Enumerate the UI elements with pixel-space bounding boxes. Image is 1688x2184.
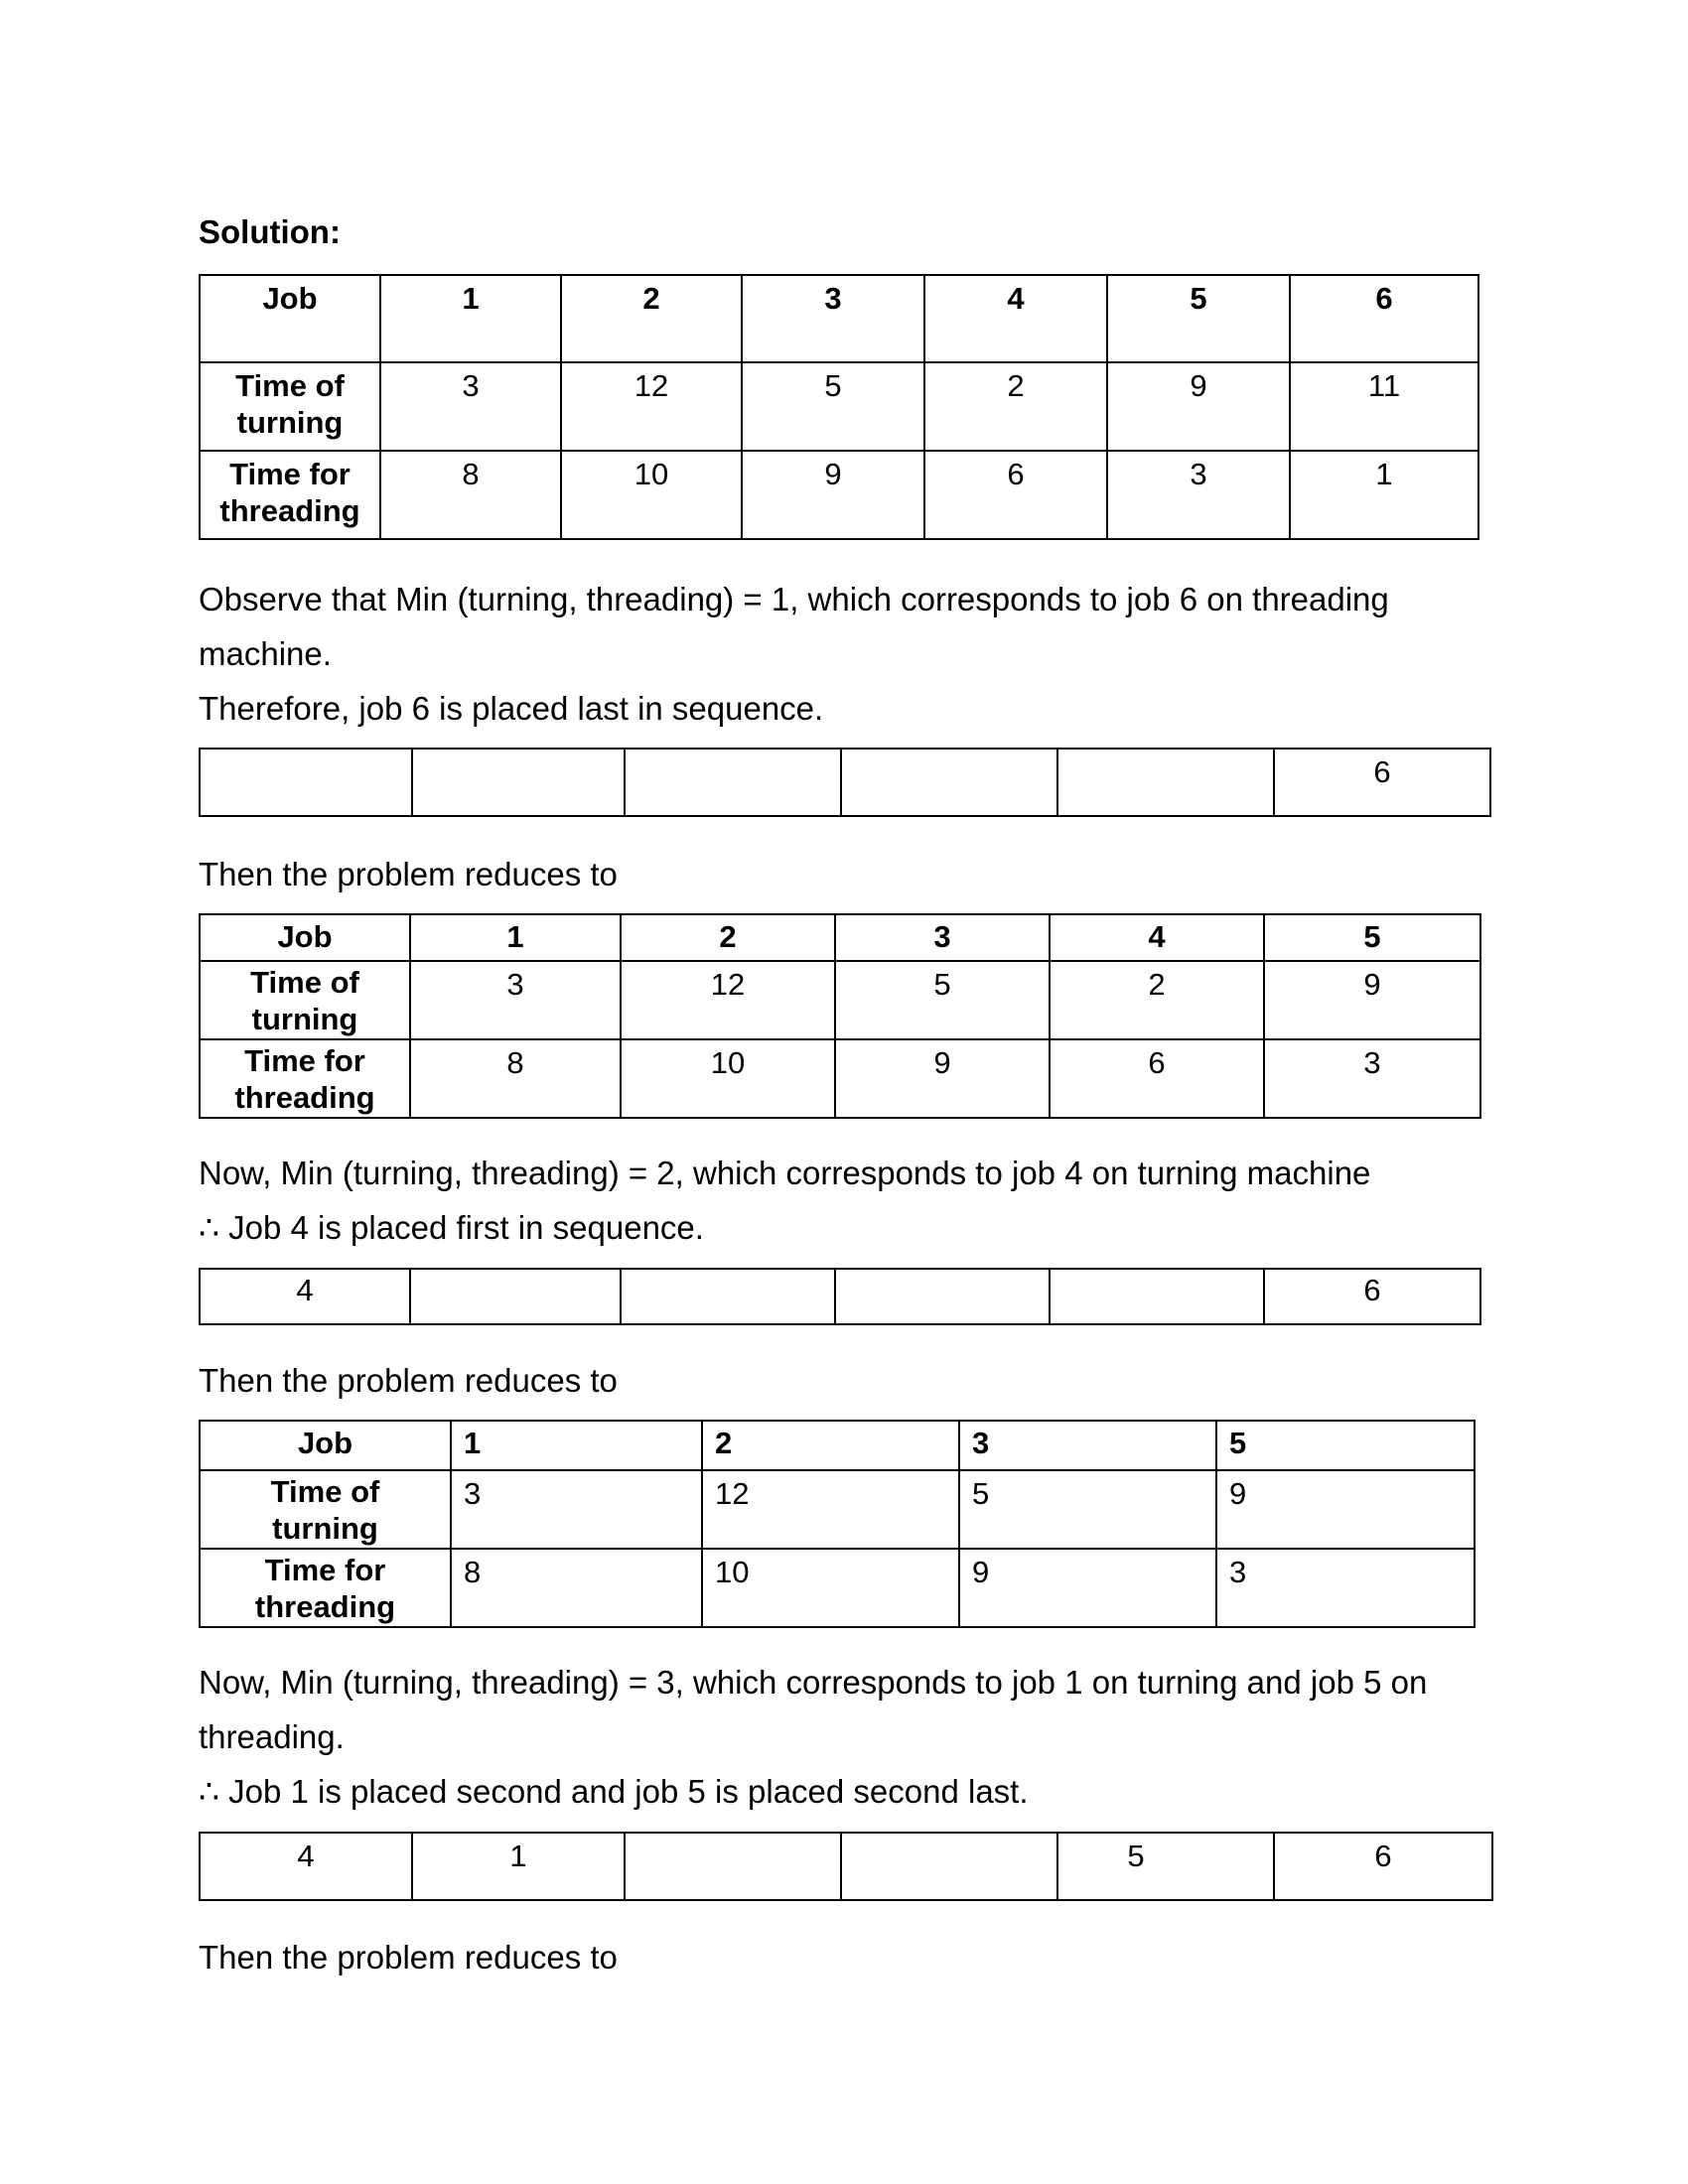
header-cell: 6 (1290, 275, 1478, 362)
table-cell: 9 (1216, 1470, 1475, 1549)
table-cell: 8 (410, 1039, 621, 1118)
sequence-slot (841, 1833, 1057, 1900)
table-cell: 5 (959, 1470, 1216, 1549)
table-header-row (200, 275, 1478, 362)
table-cell: 3 (451, 1470, 702, 1549)
header-cell: 1 (451, 1421, 702, 1470)
sequence-slot (621, 1269, 835, 1324)
table-row (200, 961, 1480, 1039)
sequence-row (200, 1269, 1480, 1324)
row-label: Time for threading (200, 1039, 410, 1118)
table-cell: 11 (1290, 362, 1478, 451)
sequence-slot: 6 (1274, 749, 1490, 816)
table-cell: 8 (380, 451, 561, 539)
table-cell: 6 (924, 451, 1107, 539)
solution-heading: Solution: (199, 213, 341, 250)
paragraph-therefore: Therefore, job 6 is placed last in sequence. (199, 690, 824, 727)
table-cell: 6 (1050, 1039, 1264, 1118)
paragraph-min-2: Now, Min (turning, threading) = 2, which corresponds to job 4 on turning machine (199, 1155, 1371, 1191)
row-label: Time of turning (200, 1470, 451, 1549)
header-cell: Job (200, 914, 410, 961)
sequence-slot (625, 749, 841, 816)
table-cell: 9 (959, 1549, 1216, 1627)
header-cell: 2 (702, 1421, 959, 1470)
table-cell: 10 (561, 451, 742, 539)
sequence-table-1 (199, 748, 1491, 817)
sequence-row (200, 1833, 1492, 1900)
header-cell: 2 (561, 275, 742, 362)
table-cell: 3 (410, 961, 621, 1039)
sequence-slot: 4 (200, 1833, 412, 1900)
header-cell: 3 (959, 1421, 1216, 1470)
sequence-row (200, 749, 1490, 816)
table-cell: 12 (702, 1470, 959, 1549)
header-cell: 2 (621, 914, 835, 961)
row-label: Time for threading (200, 1549, 451, 1627)
sequence-slot (200, 749, 412, 816)
header-cell: 1 (380, 275, 561, 362)
paragraph-reduces-3: Then the problem reduces to (199, 1939, 618, 1976)
table-jobs-1 (199, 274, 1479, 540)
table-cell: 3 (1264, 1039, 1480, 1118)
table-cell: 9 (1107, 362, 1290, 451)
table-row (200, 1470, 1475, 1549)
sequence-table-2 (199, 1268, 1481, 1325)
table-cell: 12 (621, 961, 835, 1039)
header-cell: 3 (835, 914, 1050, 961)
table-row (200, 1039, 1480, 1118)
table-cell: 3 (380, 362, 561, 451)
paragraph-reduces-1: Then the problem reduces to (199, 856, 618, 892)
table-cell: 1 (1290, 451, 1478, 539)
table-cell: 2 (1050, 961, 1264, 1039)
paragraph-observe-line2: machine. (199, 635, 332, 672)
table-cell: 5 (742, 362, 924, 451)
header-cell: 4 (924, 275, 1107, 362)
sequence-slot: 4 (200, 1269, 410, 1324)
table-cell: 5 (835, 961, 1050, 1039)
table-jobs-2 (199, 913, 1481, 1119)
table-header-row (200, 914, 1480, 961)
header-cell: Job (200, 275, 380, 362)
header-cell: Job (200, 1421, 451, 1470)
table-cell: 9 (742, 451, 924, 539)
table-row (200, 451, 1478, 539)
table-row (200, 1549, 1475, 1627)
table-cell: 3 (1216, 1549, 1475, 1627)
header-cell: 1 (410, 914, 621, 961)
header-cell: 5 (1216, 1421, 1475, 1470)
sequence-slot: 6 (1274, 1833, 1492, 1900)
sequence-table-3 (199, 1832, 1493, 1901)
header-cell: 3 (742, 275, 924, 362)
row-label: Time of turning (200, 362, 380, 451)
table-cell: 10 (621, 1039, 835, 1118)
table-cell: 9 (1264, 961, 1480, 1039)
sequence-slot: 6 (1264, 1269, 1480, 1324)
paragraph-min-3-line2: threading. (199, 1718, 345, 1755)
table-cell: 10 (702, 1549, 959, 1627)
paragraph-job1-second: ∴ Job 1 is placed second and job 5 is placed second last. (199, 1773, 1029, 1810)
table-jobs-3 (199, 1420, 1476, 1628)
paragraph-job4-first: ∴ Job 4 is placed first in sequence. (199, 1209, 704, 1246)
paragraph-observe-line1: Observe that Min (turning, threading) = 1, which corresponds to job 6 on threading (199, 581, 1389, 617)
sequence-slot (412, 749, 625, 816)
sequence-slot (1050, 1269, 1264, 1324)
header-cell: 5 (1264, 914, 1480, 961)
header-cell: 5 (1107, 275, 1290, 362)
sequence-slot (625, 1833, 841, 1900)
sequence-slot (410, 1269, 621, 1324)
sequence-slot (841, 749, 1057, 816)
sequence-slot: 5 (1057, 1833, 1274, 1900)
table-cell: 2 (924, 362, 1107, 451)
table-cell: 12 (561, 362, 742, 451)
table-header-row (200, 1421, 1475, 1470)
sequence-slot: 1 (412, 1833, 625, 1900)
table-cell: 3 (1107, 451, 1290, 539)
paragraph-min-3-line1: Now, Min (turning, threading) = 3, which corresponds to job 1 on turning and job 5 on (199, 1664, 1428, 1701)
row-label: Time for threading (200, 451, 380, 539)
paragraph-reduces-2: Then the problem reduces to (199, 1362, 618, 1399)
table-cell: 8 (451, 1549, 702, 1627)
table-cell: 9 (835, 1039, 1050, 1118)
sequence-slot (1057, 749, 1274, 816)
row-label: Time of turning (200, 961, 410, 1039)
sequence-slot (835, 1269, 1050, 1324)
header-cell: 4 (1050, 914, 1264, 961)
table-row (200, 362, 1478, 451)
